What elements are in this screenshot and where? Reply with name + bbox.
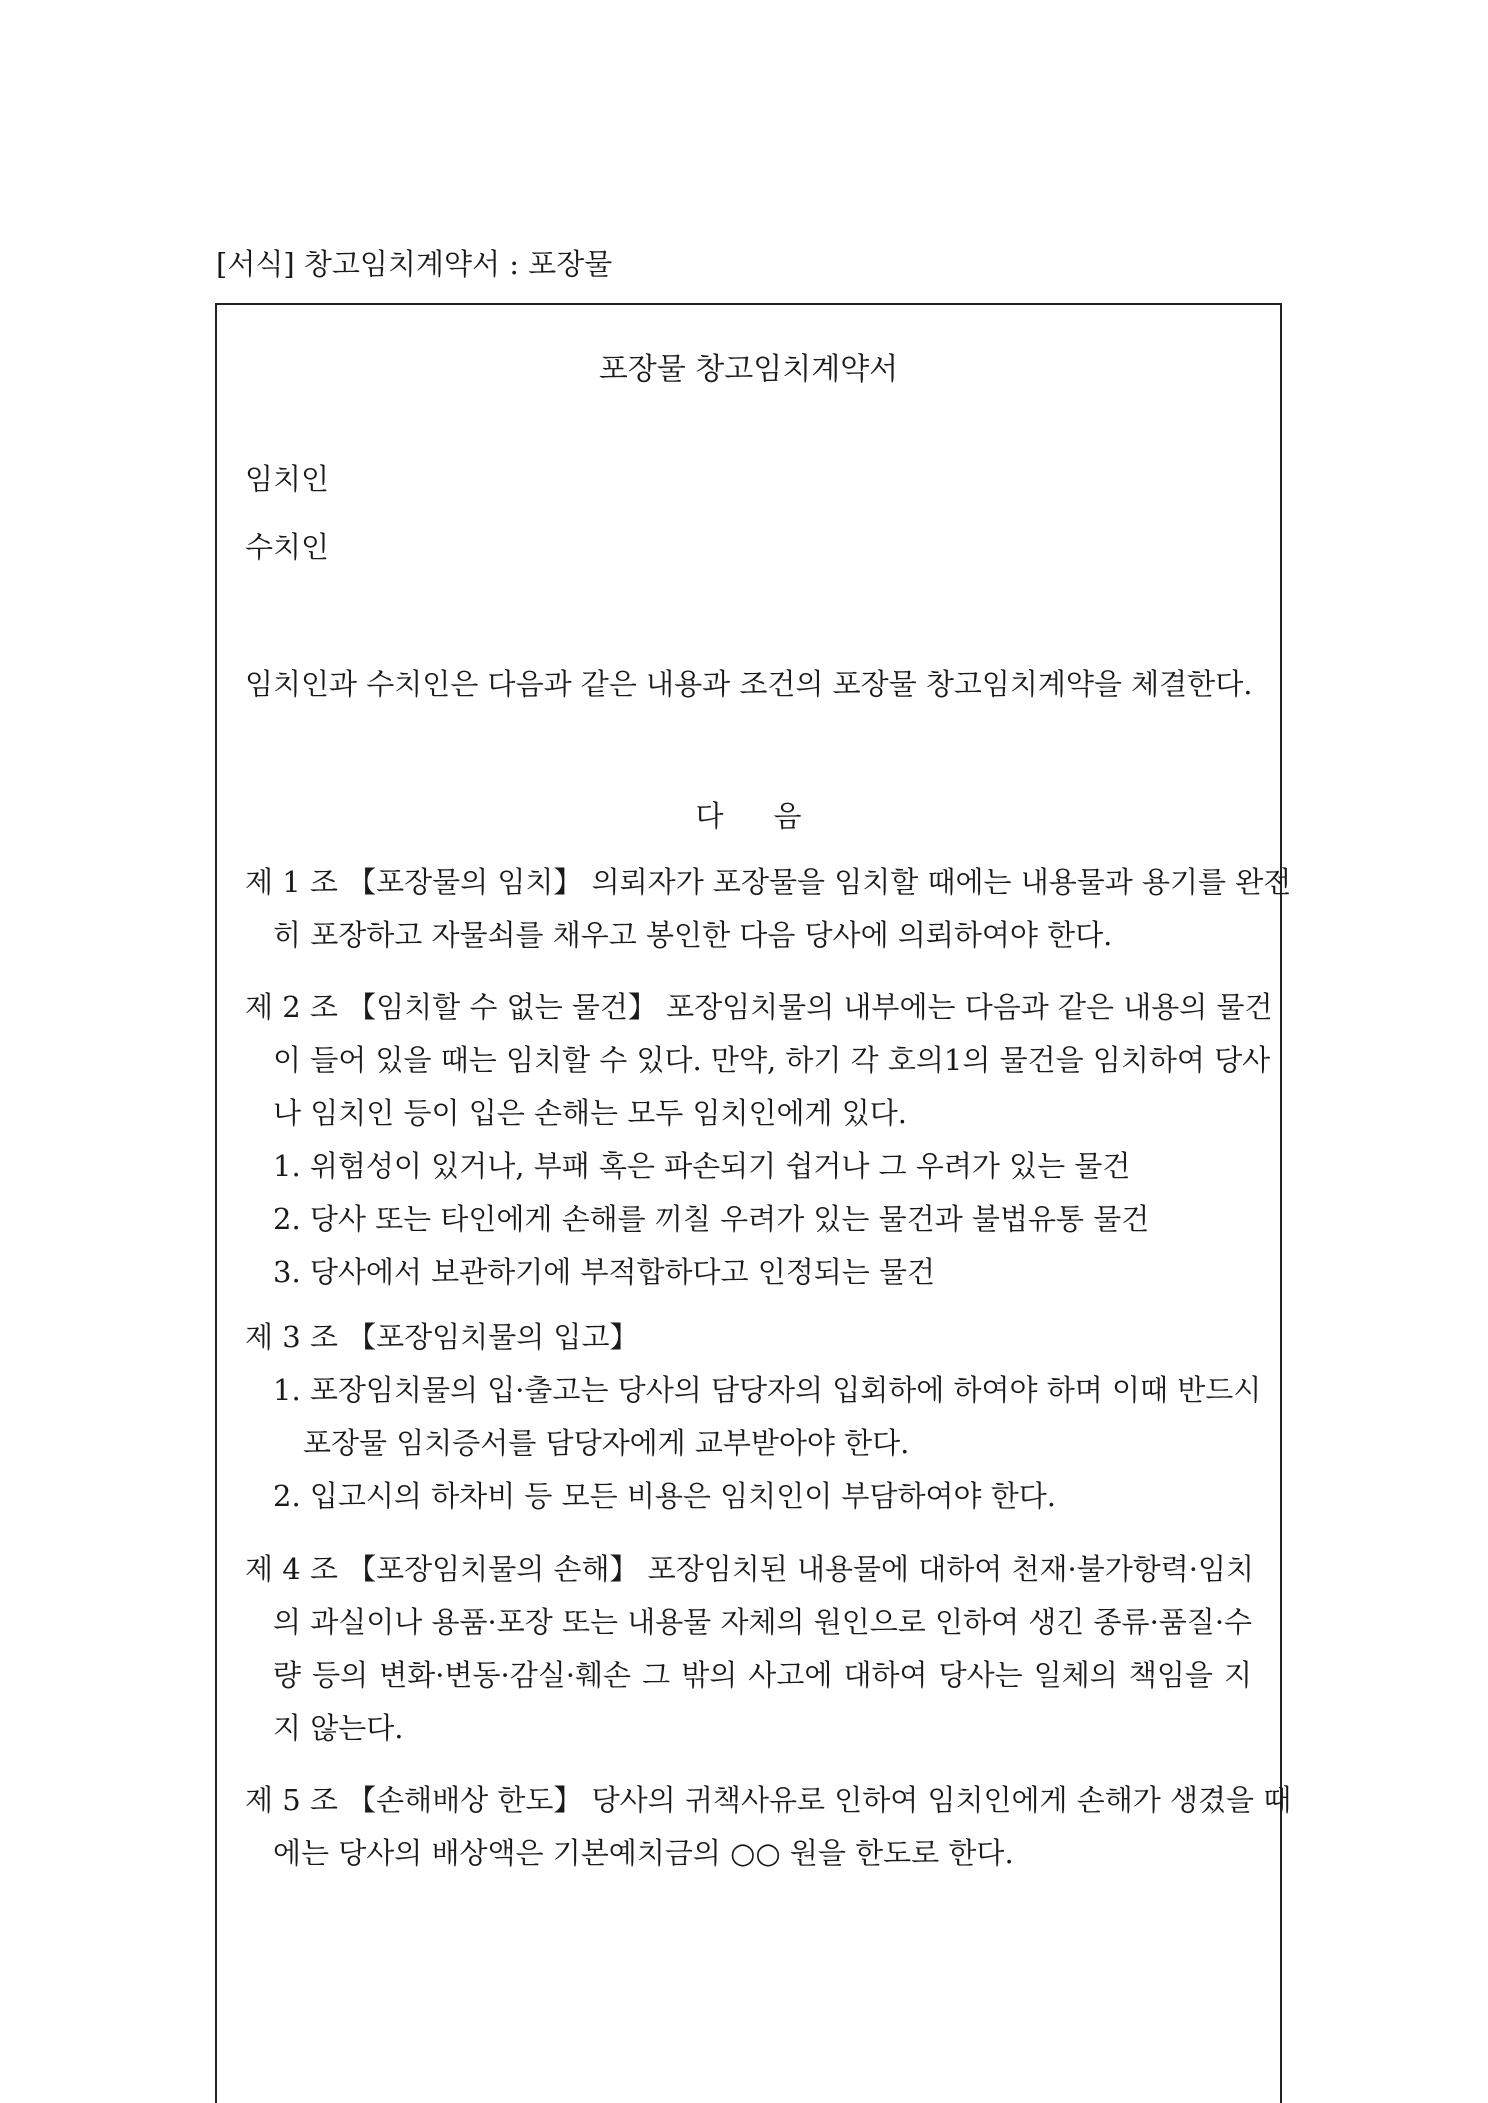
article-4-line-3: 량 등의 변화·변동·감실·훼손 그 밖의 사고에 대하여 당사는 일체의 책임을 지 bbox=[273, 1658, 1252, 1692]
article-2-line-1: 제 2 조 【임치할 수 없는 물건】 포장임치물의 내부에는 다음과 같은 내용의 물건 bbox=[245, 990, 1273, 1024]
article-5-line-2: 에는 당사의 배상액은 기본예치금의 ○○ 원을 한도로 한다. bbox=[273, 1836, 1014, 1870]
party-depositor: 임치인 bbox=[245, 462, 330, 496]
article-5-line-1: 제 5 조 【손해배상 한도】 당사의 귀책사유로 인하여 임치인에게 손해가 생겼을 때 bbox=[245, 1783, 1292, 1817]
sub-heading: 다음 bbox=[695, 799, 852, 833]
article-1-line-1: 제 1 조 【포장물의 임치】 의뢰자가 포장물을 임치할 때에는 내용물과 용기를 완전 bbox=[245, 865, 1292, 899]
article-1-line-2: 히 포장하고 자물쇠를 채우고 봉인한 다음 당사에 의뢰하여야 한다. bbox=[273, 918, 1113, 952]
form-caption: [서식] 창고임치계약서 : 포장물 bbox=[216, 247, 613, 281]
intro-paragraph: 임치인과 수치인은 다음과 같은 내용과 조건의 포장물 창고임치계약을 체결한다. bbox=[245, 667, 1253, 701]
article-3-item-2: 2. 입고시의 하차비 등 모든 비용은 임치인이 부담하여야 한다. bbox=[273, 1479, 1056, 1513]
article-4-line-2: 의 과실이나 용품·포장 또는 내용물 자체의 원인으로 인하여 생긴 종류·품질·수 bbox=[273, 1605, 1253, 1639]
article-3-line-1: 제 3 조 【포장임치물의 입고】 bbox=[245, 1320, 639, 1354]
article-4-line-1: 제 4 조 【포장임치물의 손해】 포장임치된 내용물에 대하여 천재·불가항력·임치 bbox=[245, 1552, 1255, 1586]
article-4-line-4: 지 않는다. bbox=[273, 1711, 404, 1745]
article-2-item-3: 3. 당사에서 보관하기에 부적합하다고 인정되는 물건 bbox=[273, 1255, 936, 1289]
article-3-item-1: 1. 포장임치물의 입·출고는 당사의 담당자의 입회하에 하여야 하며 이때 반드시 bbox=[273, 1373, 1262, 1407]
article-2-line-3: 나 임치인 등이 입은 손해는 모두 임치인에게 있다. bbox=[273, 1096, 908, 1130]
party-custodian: 수치인 bbox=[245, 530, 330, 564]
article-3-item-1-cont: 포장물 임치증서를 담당자에게 교부받아야 한다. bbox=[303, 1426, 910, 1460]
article-2-item-2: 2. 당사 또는 타인에게 손해를 끼칠 우려가 있는 물건과 불법유통 물건 bbox=[273, 1202, 1150, 1236]
article-2-line-2: 이 들어 있을 때는 임치할 수 있다. 만약, 하기 각 호의1의 물건을 임치하여 당사 bbox=[273, 1043, 1271, 1077]
article-2-item-1: 1. 위험성이 있거나, 부패 혹은 파손되기 쉽거나 그 우려가 있는 물건 bbox=[273, 1149, 1131, 1183]
contract-frame bbox=[215, 303, 1292, 2103]
contract-title: 포장물 창고임치계약서 bbox=[598, 352, 899, 387]
